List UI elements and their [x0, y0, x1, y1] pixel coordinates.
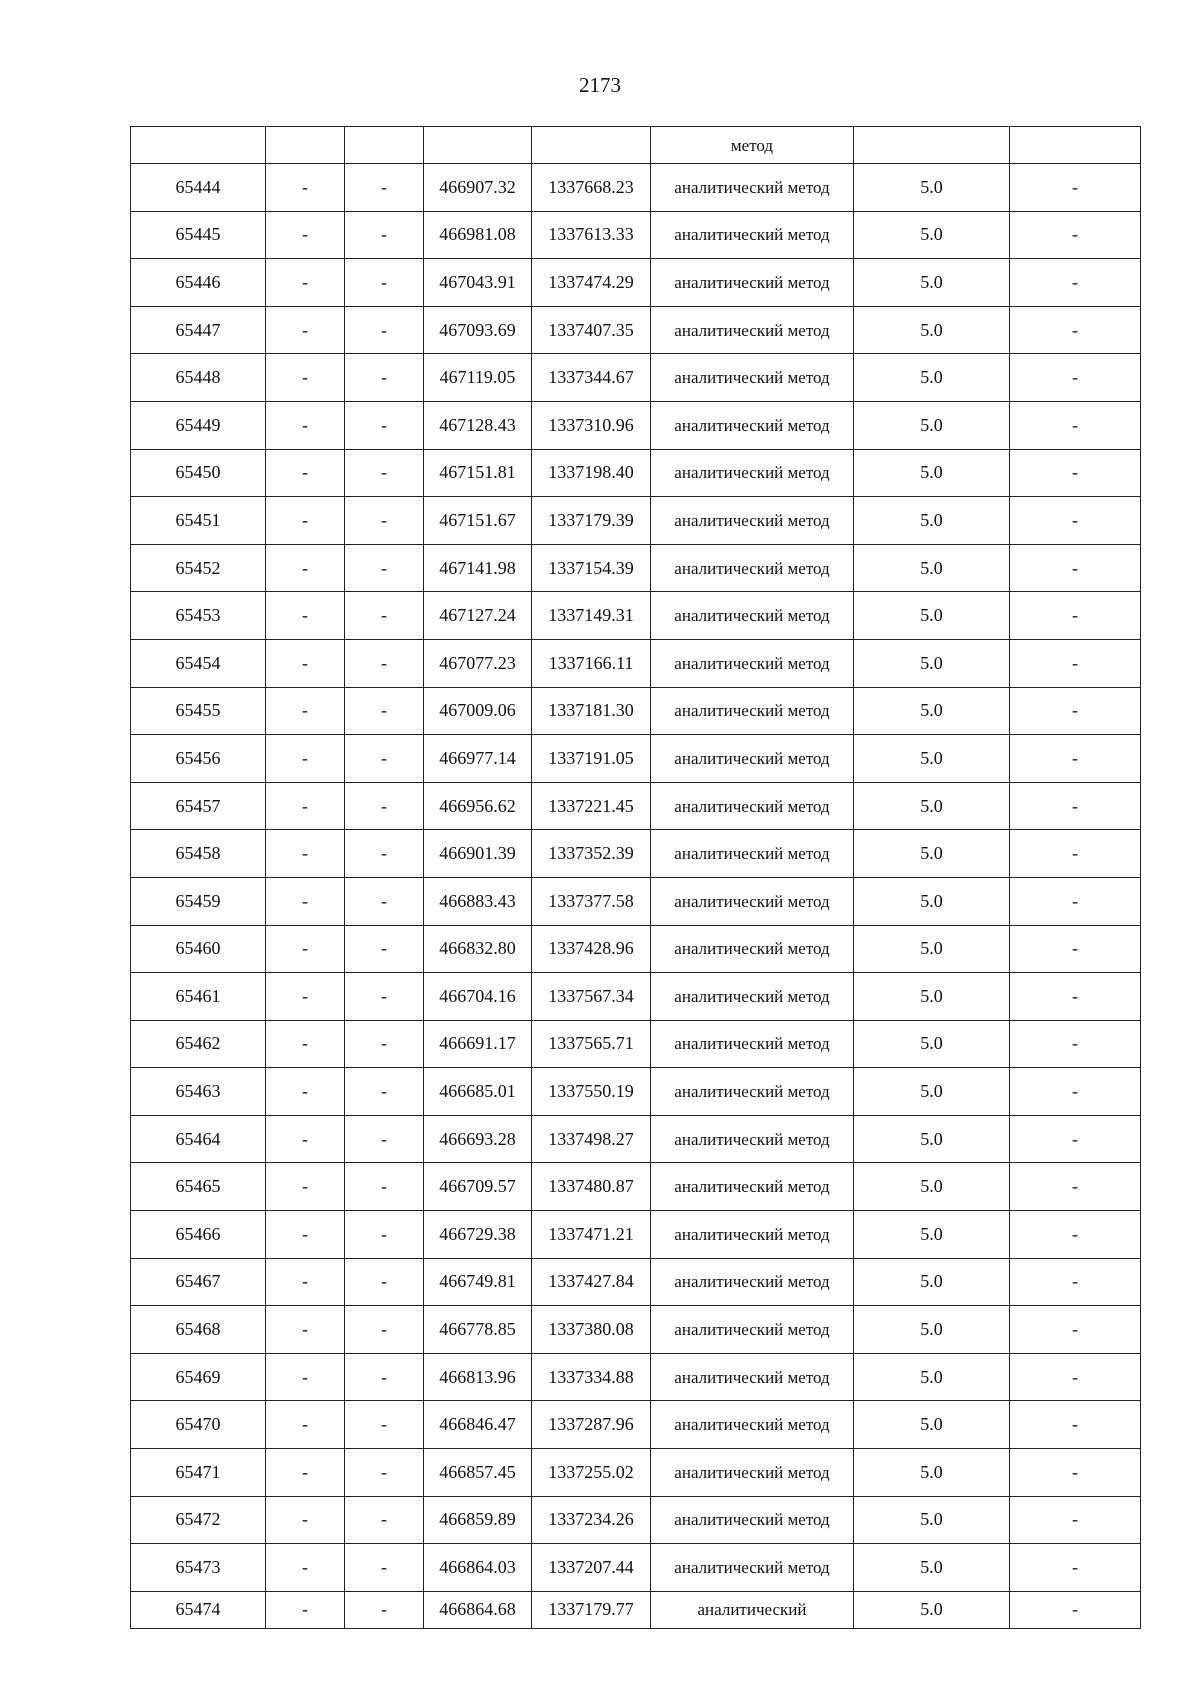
- cell-col8: [1010, 127, 1141, 164]
- cell-accuracy: 5.0: [854, 1068, 1010, 1116]
- cell-col8: -: [1010, 1211, 1141, 1259]
- cell-col2: -: [266, 639, 345, 687]
- table-row: [131, 211, 1141, 259]
- cell-accuracy: 5.0: [854, 164, 1010, 212]
- table-row: [131, 639, 1141, 687]
- cell-method: аналитический: [651, 1591, 854, 1628]
- cell-y: 1337181.30: [532, 687, 651, 735]
- cell-accuracy: 5.0: [854, 925, 1010, 973]
- table-row: [131, 1306, 1141, 1354]
- table-row: [131, 1353, 1141, 1401]
- cell-method: аналитический метод: [651, 735, 854, 783]
- cell-accuracy: 5.0: [854, 830, 1010, 878]
- cell-id: 65450: [131, 449, 266, 497]
- cell-id: 65467: [131, 1258, 266, 1306]
- cell-accuracy: 5.0: [854, 1258, 1010, 1306]
- cell-col2: -: [266, 877, 345, 925]
- cell-col8: -: [1010, 1591, 1141, 1628]
- cell-col2: -: [266, 1449, 345, 1497]
- cell-col2: -: [266, 1068, 345, 1116]
- cell-col2: [266, 127, 345, 164]
- cell-col2: -: [266, 1258, 345, 1306]
- cell-method: аналитический метод: [651, 1544, 854, 1592]
- table-row: [131, 449, 1141, 497]
- cell-accuracy: 5.0: [854, 1449, 1010, 1497]
- cell-y: 1337474.29: [532, 259, 651, 307]
- cell-method: аналитический метод: [651, 306, 854, 354]
- cell-col3: -: [345, 401, 424, 449]
- table-row: [131, 1496, 1141, 1544]
- cell-accuracy: 5.0: [854, 1496, 1010, 1544]
- cell-y: 1337255.02: [532, 1449, 651, 1497]
- cell-col3: -: [345, 1258, 424, 1306]
- cell-id: 65458: [131, 830, 266, 878]
- cell-accuracy: 5.0: [854, 592, 1010, 640]
- cell-y: 1337427.84: [532, 1258, 651, 1306]
- table-row: [131, 1020, 1141, 1068]
- cell-col3: -: [345, 782, 424, 830]
- table-row: [131, 1401, 1141, 1449]
- cell-col3: -: [345, 354, 424, 402]
- cell-col8: -: [1010, 1353, 1141, 1401]
- cell-col8: -: [1010, 449, 1141, 497]
- cell-col3: -: [345, 449, 424, 497]
- cell-accuracy: 5.0: [854, 639, 1010, 687]
- cell-col2: -: [266, 1496, 345, 1544]
- cell-x: 467151.67: [424, 497, 532, 545]
- cell-col2: -: [266, 1211, 345, 1259]
- cell-accuracy: 5.0: [854, 1306, 1010, 1354]
- cell-method: аналитический метод: [651, 1401, 854, 1449]
- cell-accuracy: [854, 127, 1010, 164]
- cell-x: 466977.14: [424, 735, 532, 783]
- cell-y: 1337221.45: [532, 782, 651, 830]
- table-row: [131, 259, 1141, 307]
- cell-x: 466685.01: [424, 1068, 532, 1116]
- cell-col8: -: [1010, 639, 1141, 687]
- cell-col3: -: [345, 259, 424, 307]
- cell-col3: -: [345, 544, 424, 592]
- table-row: [131, 1258, 1141, 1306]
- cell-col8: -: [1010, 592, 1141, 640]
- cell-col3: -: [345, 1496, 424, 1544]
- cell-method: аналитический метод: [651, 497, 854, 545]
- cell-accuracy: 5.0: [854, 449, 1010, 497]
- cell-y: 1337480.87: [532, 1163, 651, 1211]
- cell-x: 467093.69: [424, 306, 532, 354]
- cell-accuracy: 5.0: [854, 1353, 1010, 1401]
- cell-x: 466981.08: [424, 211, 532, 259]
- cell-id: 65471: [131, 1449, 266, 1497]
- cell-method: аналитический метод: [651, 1306, 854, 1354]
- cell-x: 466883.43: [424, 877, 532, 925]
- cell-method: аналитический метод: [651, 1115, 854, 1163]
- cell-x: 466749.81: [424, 1258, 532, 1306]
- cell-y: 1337191.05: [532, 735, 651, 783]
- cell-method: аналитический метод: [651, 1496, 854, 1544]
- table-row: [131, 1591, 1141, 1628]
- cell-y: 1337668.23: [532, 164, 651, 212]
- cell-col8: -: [1010, 735, 1141, 783]
- table-row: [131, 1211, 1141, 1259]
- cell-accuracy: 5.0: [854, 306, 1010, 354]
- cell-col3: -: [345, 1449, 424, 1497]
- cell-col3: -: [345, 1115, 424, 1163]
- cell-col3: -: [345, 211, 424, 259]
- cell-col2: -: [266, 497, 345, 545]
- cell-col3: -: [345, 592, 424, 640]
- cell-id: 65456: [131, 735, 266, 783]
- cell-id: [131, 127, 266, 164]
- cell-y: 1337565.71: [532, 1020, 651, 1068]
- cell-id: 65474: [131, 1591, 266, 1628]
- cell-id: 65469: [131, 1353, 266, 1401]
- cell-method: метод: [651, 127, 854, 164]
- cell-y: 1337334.88: [532, 1353, 651, 1401]
- table-row: [131, 735, 1141, 783]
- cell-x: 466857.45: [424, 1449, 532, 1497]
- cell-col2: -: [266, 211, 345, 259]
- table-row: [131, 1163, 1141, 1211]
- cell-x: 466729.38: [424, 1211, 532, 1259]
- cell-col3: [345, 127, 424, 164]
- table-row: [131, 973, 1141, 1021]
- cell-col8: -: [1010, 401, 1141, 449]
- table-row: [131, 1544, 1141, 1592]
- cell-col8: -: [1010, 1163, 1141, 1211]
- cell-method: аналитический метод: [651, 1020, 854, 1068]
- table-row: [131, 354, 1141, 402]
- cell-col3: -: [345, 1068, 424, 1116]
- cell-col8: -: [1010, 1068, 1141, 1116]
- cell-accuracy: 5.0: [854, 877, 1010, 925]
- cell-accuracy: 5.0: [854, 354, 1010, 402]
- cell-method: аналитический метод: [651, 592, 854, 640]
- cell-col8: -: [1010, 1115, 1141, 1163]
- cell-method: аналитический метод: [651, 259, 854, 307]
- cell-x: 466864.03: [424, 1544, 532, 1592]
- cell-id: 65457: [131, 782, 266, 830]
- table-body: [131, 127, 1141, 1629]
- cell-col3: -: [345, 1591, 424, 1628]
- cell-col2: -: [266, 735, 345, 783]
- cell-col8: -: [1010, 497, 1141, 545]
- cell-x: 466864.68: [424, 1591, 532, 1628]
- cell-col8: -: [1010, 211, 1141, 259]
- cell-col2: -: [266, 259, 345, 307]
- cell-col2: -: [266, 1020, 345, 1068]
- cell-id: 65448: [131, 354, 266, 402]
- cell-col8: -: [1010, 259, 1141, 307]
- cell-id: 65463: [131, 1068, 266, 1116]
- cell-col2: -: [266, 973, 345, 1021]
- cell-id: 65462: [131, 1020, 266, 1068]
- table-row: [131, 497, 1141, 545]
- cell-id: 65470: [131, 1401, 266, 1449]
- cell-col8: -: [1010, 782, 1141, 830]
- coordinates-table: [130, 126, 1141, 1629]
- cell-col8: -: [1010, 1544, 1141, 1592]
- cell-accuracy: 5.0: [854, 1401, 1010, 1449]
- cell-method: аналитический метод: [651, 1163, 854, 1211]
- cell-col2: -: [266, 306, 345, 354]
- cell-method: аналитический метод: [651, 1211, 854, 1259]
- cell-col8: -: [1010, 877, 1141, 925]
- cell-col2: -: [266, 687, 345, 735]
- cell-method: аналитический метод: [651, 639, 854, 687]
- cell-id: 65473: [131, 1544, 266, 1592]
- cell-id: 65444: [131, 164, 266, 212]
- cell-accuracy: 5.0: [854, 259, 1010, 307]
- cell-col3: -: [345, 1163, 424, 1211]
- cell-y: 1337352.39: [532, 830, 651, 878]
- cell-col8: -: [1010, 1449, 1141, 1497]
- cell-col8: -: [1010, 1258, 1141, 1306]
- cell-id: 65461: [131, 973, 266, 1021]
- cell-x: 466832.80: [424, 925, 532, 973]
- cell-col3: -: [345, 1544, 424, 1592]
- cell-col2: -: [266, 1115, 345, 1163]
- cell-id: 65453: [131, 592, 266, 640]
- cell-col3: -: [345, 925, 424, 973]
- cell-x: 466691.17: [424, 1020, 532, 1068]
- cell-col2: -: [266, 1306, 345, 1354]
- table-row: [131, 830, 1141, 878]
- cell-accuracy: 5.0: [854, 973, 1010, 1021]
- cell-col2: -: [266, 782, 345, 830]
- cell-x: 466956.62: [424, 782, 532, 830]
- cell-col3: -: [345, 735, 424, 783]
- cell-x: [424, 127, 532, 164]
- cell-id: 65466: [131, 1211, 266, 1259]
- cell-x: 467043.91: [424, 259, 532, 307]
- cell-y: 1337234.26: [532, 1496, 651, 1544]
- cell-col2: -: [266, 354, 345, 402]
- cell-col2: -: [266, 1163, 345, 1211]
- cell-col3: -: [345, 639, 424, 687]
- cell-y: 1337567.34: [532, 973, 651, 1021]
- cell-accuracy: 5.0: [854, 735, 1010, 783]
- cell-col3: -: [345, 1353, 424, 1401]
- cell-id: 65459: [131, 877, 266, 925]
- cell-x: 466907.32: [424, 164, 532, 212]
- cell-accuracy: 5.0: [854, 1020, 1010, 1068]
- cell-y: 1337428.96: [532, 925, 651, 973]
- cell-x: 466693.28: [424, 1115, 532, 1163]
- cell-y: 1337550.19: [532, 1068, 651, 1116]
- cell-y: 1337166.11: [532, 639, 651, 687]
- cell-y: 1337613.33: [532, 211, 651, 259]
- cell-accuracy: 5.0: [854, 544, 1010, 592]
- cell-x: 467141.98: [424, 544, 532, 592]
- cell-x: 466813.96: [424, 1353, 532, 1401]
- cell-col2: -: [266, 1544, 345, 1592]
- cell-col8: -: [1010, 544, 1141, 592]
- cell-y: [532, 127, 651, 164]
- cell-col2: -: [266, 592, 345, 640]
- cell-accuracy: 5.0: [854, 1544, 1010, 1592]
- cell-col3: -: [345, 687, 424, 735]
- table-row: [131, 592, 1141, 640]
- cell-x: 467009.06: [424, 687, 532, 735]
- cell-y: 1337498.27: [532, 1115, 651, 1163]
- cell-col2: -: [266, 401, 345, 449]
- table-row: [131, 687, 1141, 735]
- cell-col8: -: [1010, 1306, 1141, 1354]
- cell-y: 1337407.35: [532, 306, 651, 354]
- table-row: [131, 1115, 1141, 1163]
- cell-x: 466778.85: [424, 1306, 532, 1354]
- cell-id: 65447: [131, 306, 266, 354]
- cell-col2: -: [266, 1353, 345, 1401]
- cell-col8: -: [1010, 306, 1141, 354]
- table-row: [131, 877, 1141, 925]
- cell-method: аналитический метод: [651, 1353, 854, 1401]
- cell-y: 1337344.67: [532, 354, 651, 402]
- cell-method: аналитический метод: [651, 211, 854, 259]
- cell-y: 1337179.39: [532, 497, 651, 545]
- table-row: [131, 782, 1141, 830]
- table-row: [131, 925, 1141, 973]
- cell-method: аналитический метод: [651, 973, 854, 1021]
- cell-method: аналитический метод: [651, 830, 854, 878]
- cell-x: 466859.89: [424, 1496, 532, 1544]
- cell-col8: -: [1010, 1496, 1141, 1544]
- cell-accuracy: 5.0: [854, 1591, 1010, 1628]
- cell-x: 466846.47: [424, 1401, 532, 1449]
- cell-x: 467128.43: [424, 401, 532, 449]
- cell-col3: -: [345, 164, 424, 212]
- cell-accuracy: 5.0: [854, 687, 1010, 735]
- cell-y: 1337287.96: [532, 1401, 651, 1449]
- cell-method: аналитический метод: [651, 354, 854, 402]
- cell-accuracy: 5.0: [854, 1163, 1010, 1211]
- cell-col2: -: [266, 1591, 345, 1628]
- cell-col8: -: [1010, 830, 1141, 878]
- cell-method: аналитический метод: [651, 1449, 854, 1497]
- cell-col3: -: [345, 1211, 424, 1259]
- table-row: [131, 1449, 1141, 1497]
- cell-method: аналитический метод: [651, 1068, 854, 1116]
- cell-col3: -: [345, 973, 424, 1021]
- cell-x: 467077.23: [424, 639, 532, 687]
- cell-id: 65455: [131, 687, 266, 735]
- cell-accuracy: 5.0: [854, 497, 1010, 545]
- cell-id: 65472: [131, 1496, 266, 1544]
- cell-id: 65460: [131, 925, 266, 973]
- cell-x: 466704.16: [424, 973, 532, 1021]
- cell-col2: -: [266, 449, 345, 497]
- cell-col2: -: [266, 925, 345, 973]
- table-row-continued: [131, 127, 1141, 164]
- table-row: [131, 164, 1141, 212]
- cell-accuracy: 5.0: [854, 782, 1010, 830]
- cell-accuracy: 5.0: [854, 1211, 1010, 1259]
- cell-y: 1337179.77: [532, 1591, 651, 1628]
- cell-col8: -: [1010, 925, 1141, 973]
- cell-col3: -: [345, 497, 424, 545]
- page-number: 2173: [579, 73, 621, 97]
- cell-col3: -: [345, 1401, 424, 1449]
- cell-id: 65452: [131, 544, 266, 592]
- cell-id: 65465: [131, 1163, 266, 1211]
- cell-col3: -: [345, 877, 424, 925]
- cell-id: 65446: [131, 259, 266, 307]
- cell-col8: -: [1010, 164, 1141, 212]
- cell-id: 65445: [131, 211, 266, 259]
- cell-method: аналитический метод: [651, 782, 854, 830]
- cell-col8: -: [1010, 1020, 1141, 1068]
- cell-method: аналитический метод: [651, 401, 854, 449]
- cell-y: 1337377.58: [532, 877, 651, 925]
- cell-y: 1337310.96: [532, 401, 651, 449]
- cell-y: 1337471.21: [532, 1211, 651, 1259]
- cell-x: 467151.81: [424, 449, 532, 497]
- cell-x: 467127.24: [424, 592, 532, 640]
- cell-id: 65454: [131, 639, 266, 687]
- cell-col3: -: [345, 830, 424, 878]
- cell-y: 1337198.40: [532, 449, 651, 497]
- cell-col3: -: [345, 1306, 424, 1354]
- cell-id: 65464: [131, 1115, 266, 1163]
- cell-col3: -: [345, 1020, 424, 1068]
- cell-accuracy: 5.0: [854, 401, 1010, 449]
- cell-method: аналитический метод: [651, 877, 854, 925]
- cell-method: аналитический метод: [651, 687, 854, 735]
- cell-col2: -: [266, 164, 345, 212]
- cell-method: аналитический метод: [651, 449, 854, 497]
- cell-accuracy: 5.0: [854, 211, 1010, 259]
- cell-x: 466709.57: [424, 1163, 532, 1211]
- cell-method: аналитический метод: [651, 925, 854, 973]
- cell-y: 1337207.44: [532, 1544, 651, 1592]
- cell-accuracy: 5.0: [854, 1115, 1010, 1163]
- table-row: [131, 306, 1141, 354]
- cell-id: 65451: [131, 497, 266, 545]
- cell-y: 1337380.08: [532, 1306, 651, 1354]
- cell-x: 466901.39: [424, 830, 532, 878]
- cell-method: аналитический метод: [651, 544, 854, 592]
- cell-col2: -: [266, 1401, 345, 1449]
- cell-col2: -: [266, 544, 345, 592]
- cell-method: аналитический метод: [651, 1258, 854, 1306]
- cell-id: 65449: [131, 401, 266, 449]
- cell-col8: -: [1010, 1401, 1141, 1449]
- cell-x: 467119.05: [424, 354, 532, 402]
- cell-col2: -: [266, 830, 345, 878]
- cell-col8: -: [1010, 354, 1141, 402]
- cell-col8: -: [1010, 687, 1141, 735]
- table-row: [131, 544, 1141, 592]
- cell-y: 1337154.39: [532, 544, 651, 592]
- cell-col8: -: [1010, 973, 1141, 1021]
- cell-method: аналитический метод: [651, 164, 854, 212]
- cell-col3: -: [345, 306, 424, 354]
- cell-y: 1337149.31: [532, 592, 651, 640]
- cell-id: 65468: [131, 1306, 266, 1354]
- table-row: [131, 401, 1141, 449]
- table-row: [131, 1068, 1141, 1116]
